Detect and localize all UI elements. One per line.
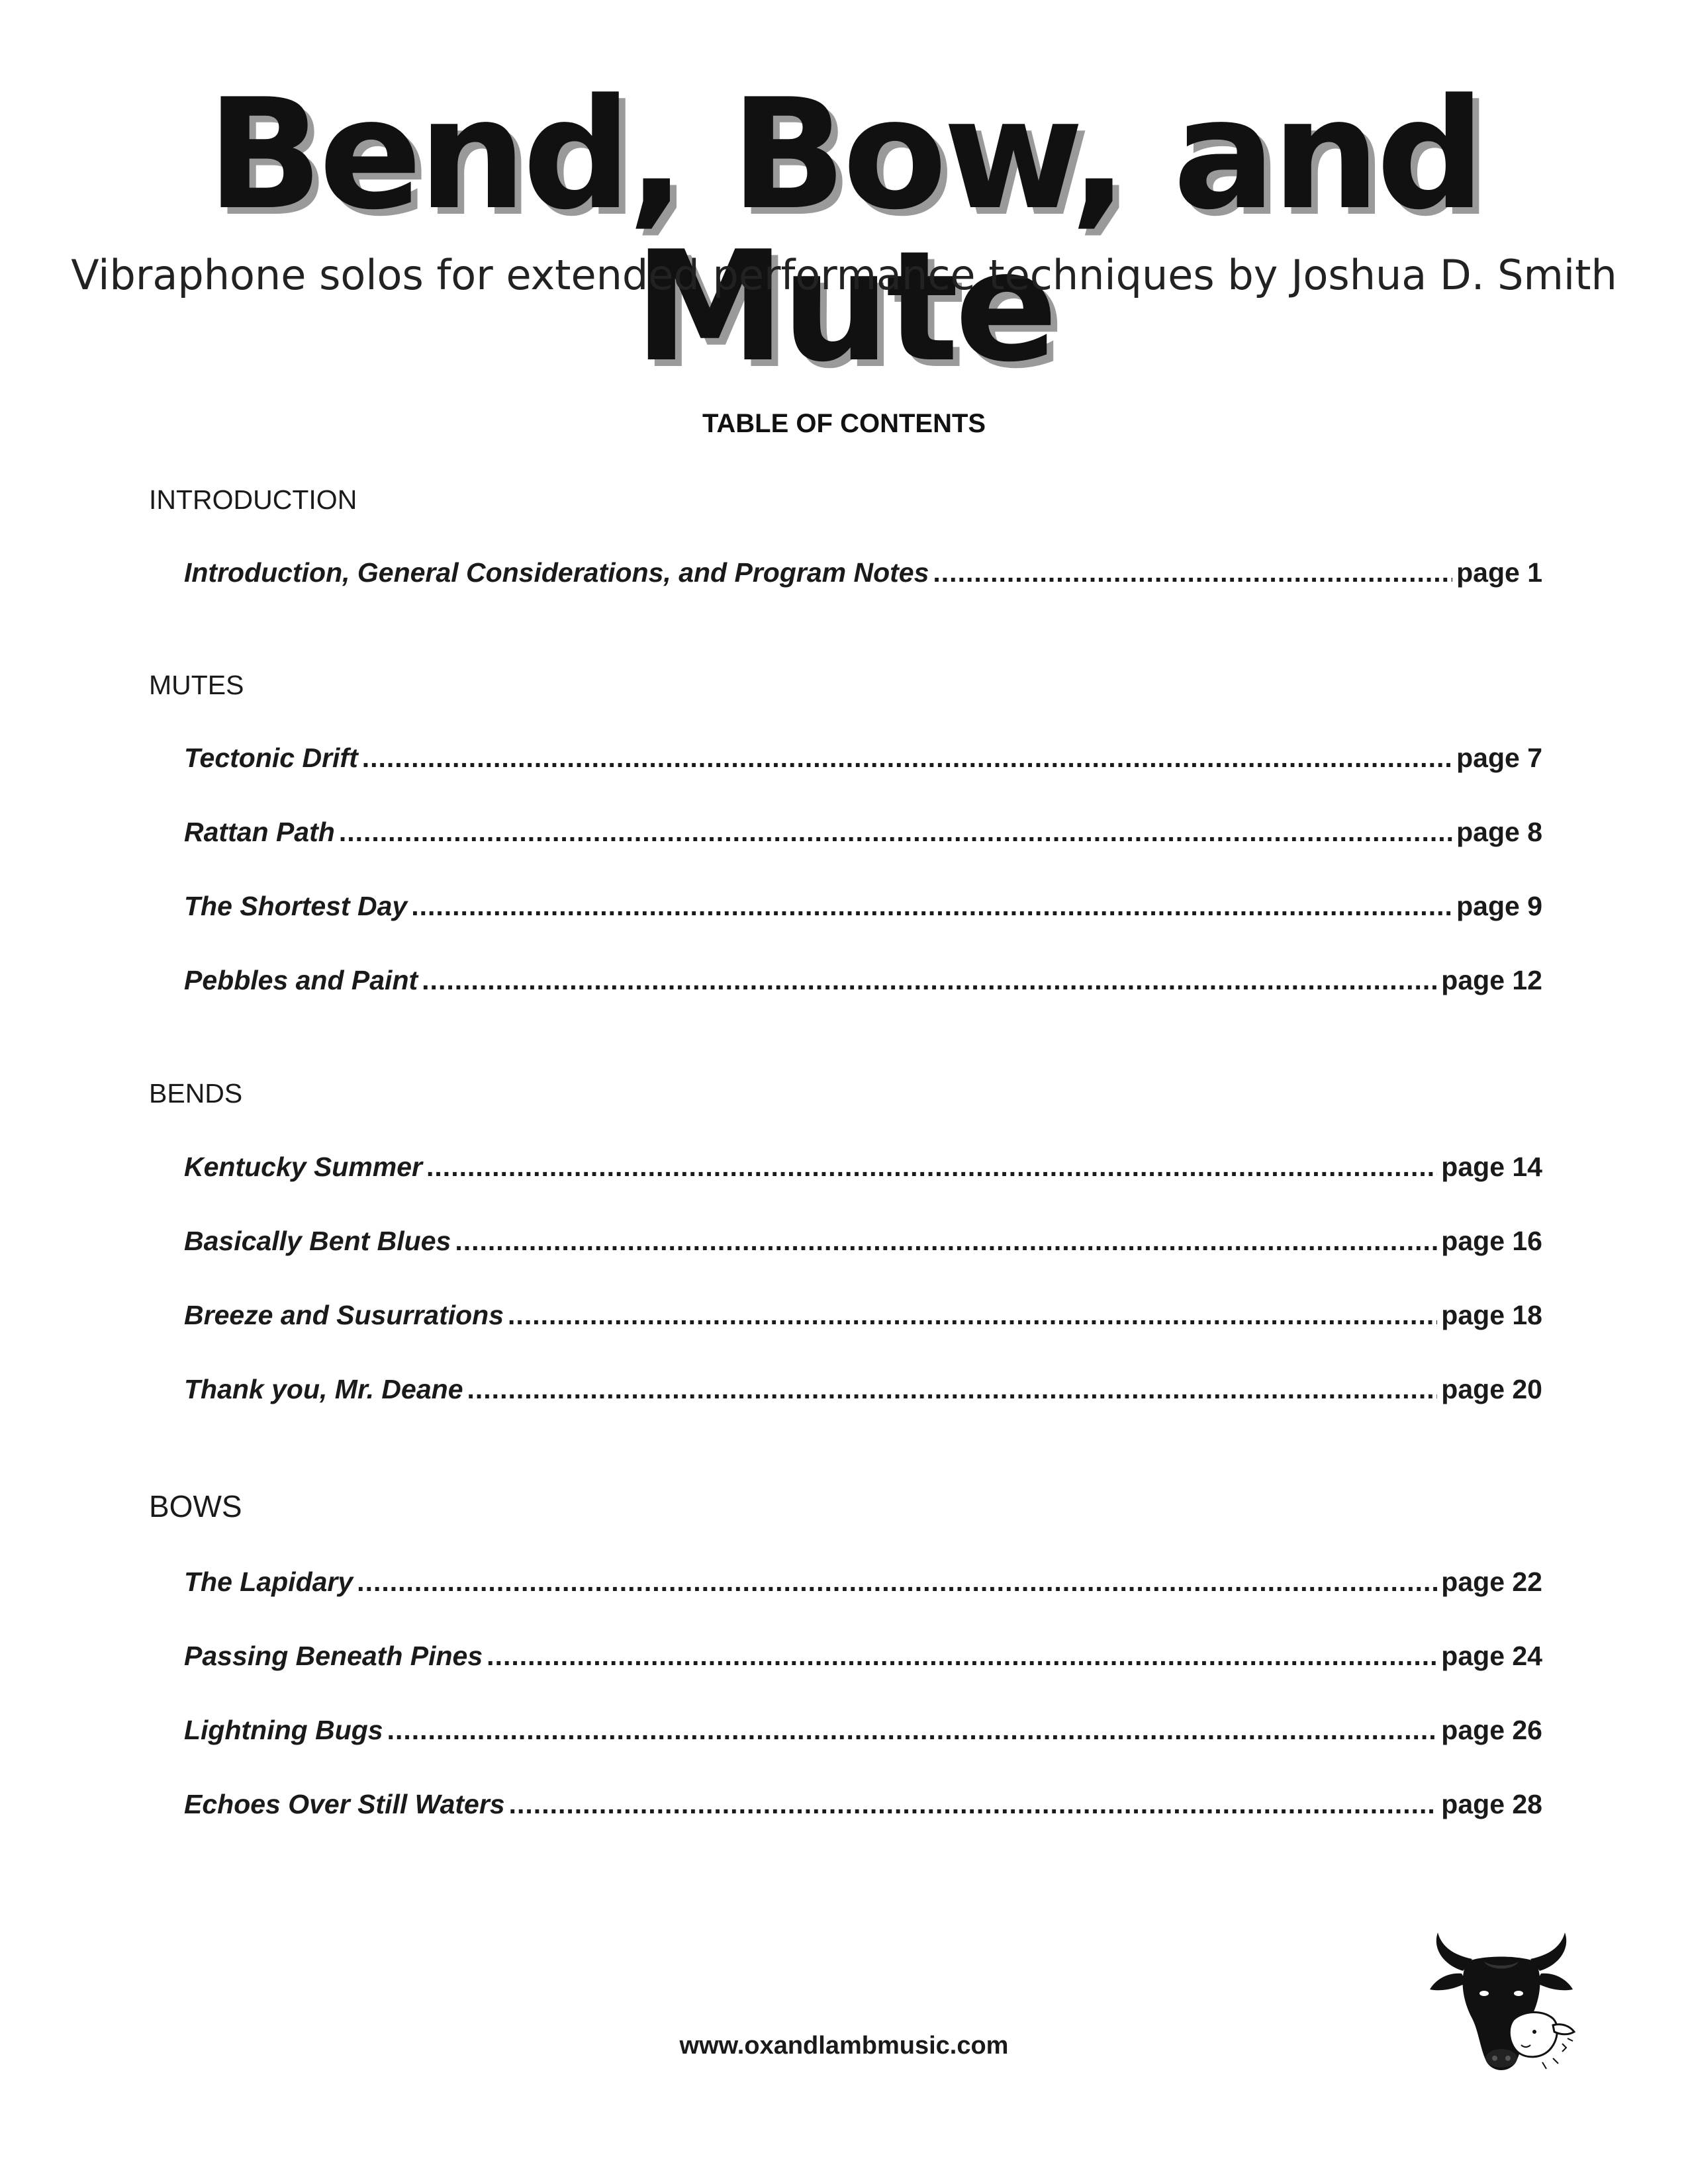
toc-entry-page: page 22: [1441, 1567, 1542, 1597]
toc-entry[interactable]: [184, 559, 1542, 586]
dot-leader: [426, 1154, 1437, 1181]
toc-entry[interactable]: [184, 967, 1542, 994]
section-title-mutes: MUTES: [149, 670, 244, 700]
toc-entry[interactable]: [184, 893, 1542, 920]
toc-entry-page: page 28: [1441, 1789, 1542, 1819]
dot-leader: [387, 1717, 1438, 1744]
document-title: Bend, Bow, and Mute: [207, 67, 1481, 396]
toc-entry-title: Tectonic Drift: [184, 743, 358, 773]
section-title-bends: BENDS: [149, 1078, 243, 1109]
toc-entry-page: page 18: [1441, 1300, 1542, 1330]
toc-entry-page: page 26: [1441, 1715, 1542, 1745]
section-title-introduction: INTRODUCTION: [149, 484, 357, 515]
toc-entry-title: Basically Bent Blues: [184, 1226, 451, 1256]
dot-leader: [339, 819, 1452, 846]
dot-leader: [509, 1791, 1438, 1818]
toc-entry[interactable]: [184, 1302, 1542, 1329]
toc-entry-page: page 24: [1441, 1641, 1542, 1671]
toc-entry-page: page 8: [1456, 817, 1542, 847]
toc-entry[interactable]: [184, 1717, 1542, 1744]
toc-entry-page: page 12: [1441, 965, 1542, 995]
toc-entry[interactable]: [184, 1569, 1542, 1596]
toc-heading: TABLE OF CONTENTS: [702, 409, 986, 438]
toc-entry-page: page 14: [1441, 1152, 1542, 1182]
toc-entry[interactable]: [184, 1376, 1542, 1403]
toc-entry-page: page 9: [1456, 891, 1542, 921]
footer-url-link[interactable]: www.oxandlambmusic.com: [679, 2032, 1009, 2060]
toc-entry-title: Passing Beneath Pines: [184, 1641, 483, 1671]
toc-entry[interactable]: [184, 1643, 1542, 1670]
toc-entry-title: Pebbles and Paint: [184, 965, 418, 995]
dot-leader: [933, 559, 1452, 586]
toc-entry[interactable]: [184, 1791, 1542, 1818]
dot-leader: [362, 745, 1452, 772]
toc-entry[interactable]: [184, 1228, 1542, 1255]
document-subtitle: Vibraphone solos for extended performance techniques by Joshua D. Smith: [71, 251, 1617, 299]
toc-entry-title: Rattan Path: [184, 817, 335, 847]
toc-entry[interactable]: [184, 745, 1542, 772]
toc-entry-title: Echoes Over Still Waters: [184, 1789, 505, 1819]
section-title-bows: BOWS: [149, 1489, 242, 1524]
toc-entry-title: Introduction, General Considerations, and Program Notes: [184, 557, 929, 588]
toc-entry-page: page 1: [1456, 557, 1542, 588]
toc-entry-title: The Shortest Day: [184, 891, 408, 921]
toc-entry-page: page 16: [1441, 1226, 1542, 1256]
dot-leader: [411, 893, 1452, 920]
toc-entry-title: Breeze and Susurrations: [184, 1300, 504, 1330]
toc-entry-title: Thank you, Mr. Deane: [184, 1374, 463, 1404]
toc-entry-page: page 7: [1456, 743, 1542, 773]
toc-entry-title: The Lapidary: [184, 1567, 353, 1597]
toc-entry-title: Lightning Bugs: [184, 1715, 383, 1745]
toc-entry[interactable]: [184, 1154, 1542, 1181]
toc-entry-page: page 20: [1441, 1374, 1542, 1404]
toc-entry-title: Kentucky Summer: [184, 1152, 423, 1182]
dot-leader: [455, 1228, 1437, 1255]
dot-leader: [357, 1569, 1437, 1596]
toc-entry[interactable]: [184, 819, 1542, 846]
dot-leader: [487, 1643, 1437, 1670]
dot-leader: [467, 1376, 1438, 1403]
dot-leader: [422, 967, 1437, 994]
dot-leader: [508, 1302, 1437, 1329]
